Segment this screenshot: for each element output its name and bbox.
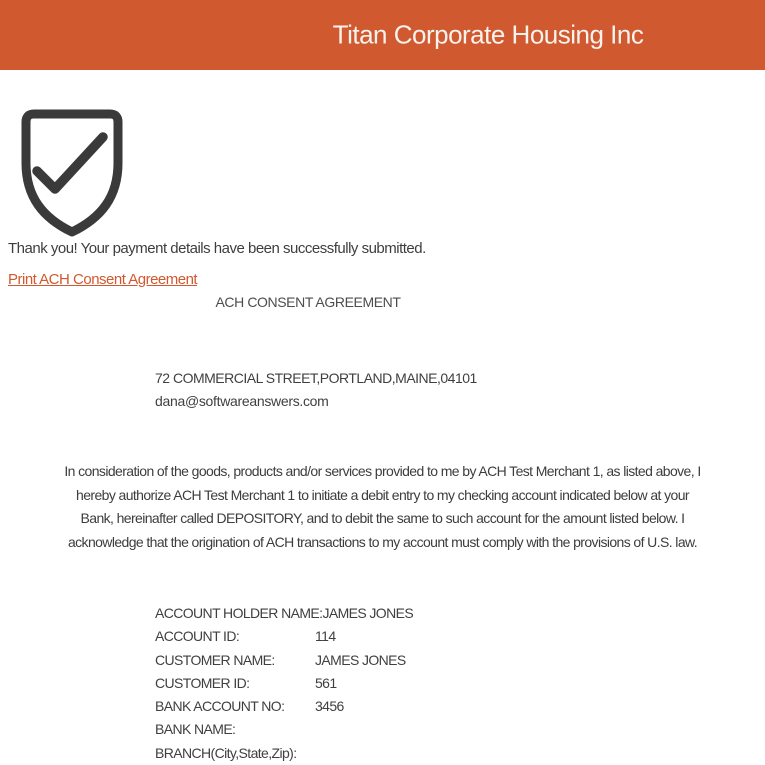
paragraph-line: hereby authorize ACH Test Merchant 1 to initiate a debit entry to my checking account indicated below at your (76, 486, 689, 503)
app-header (0, 0, 765, 70)
detail-label: ACCOUNT ID: (155, 628, 240, 645)
detail-value: 114 (315, 628, 336, 645)
detail-label: ACCOUNT HOLDER NAME: (155, 605, 323, 621)
detail-row-customer-name (155, 649, 413, 672)
detail-row-branch (155, 742, 413, 765)
print-ach-consent-link[interactable]: Print ACH Consent Agreement (8, 271, 198, 288)
account-details (155, 602, 413, 765)
merchant-email: dana@softwareanswers.com (155, 393, 329, 409)
paragraph-line: In consideration of the goods, products and/or services provided to me by ACH Test Merchant 1, as listed above, I (64, 463, 701, 479)
detail-row-bank-account-no (155, 695, 413, 718)
detail-label: BANK NAME: (155, 721, 236, 738)
detail-label: CUSTOMER ID: (155, 674, 250, 691)
detail-row-account-holder-name (155, 602, 413, 625)
detail-row-account-id (155, 625, 413, 648)
detail-value: 3456 (315, 698, 344, 715)
detail-label: CUSTOMER NAME: (155, 651, 275, 668)
shield-check-icon (21, 109, 123, 237)
merchant-address: 72 COMMERCIAL STREET,PORTLAND,MAINE,04101 (155, 370, 477, 386)
detail-label: BANK ACCOUNT NO: (155, 698, 285, 715)
page-title: Titan Corporate Housing Inc (332, 19, 644, 50)
detail-value: JAMES JONES (315, 651, 406, 668)
agreement-heading: ACH CONSENT AGREEMENT (215, 294, 401, 310)
detail-label: BRANCH(City,State,Zip): (155, 744, 297, 761)
paragraph-line: Bank, hereinafter called DEPOSITORY, and to debit the same to such account for the amount listed below. I (80, 510, 685, 526)
detail-row-bank-name (155, 718, 413, 741)
agreement-paragraph (0, 460, 765, 554)
paragraph-line: acknowledge that the origination of ACH transactions to my account must comply with the provisions of U.S. law. (67, 533, 698, 550)
confirmation-message: Thank you! Your payment details have been successfully submitted. (8, 240, 426, 257)
detail-value: JAMES JONES (322, 605, 414, 621)
detail-row-customer-id (155, 672, 413, 695)
detail-value: 561 (315, 674, 337, 691)
